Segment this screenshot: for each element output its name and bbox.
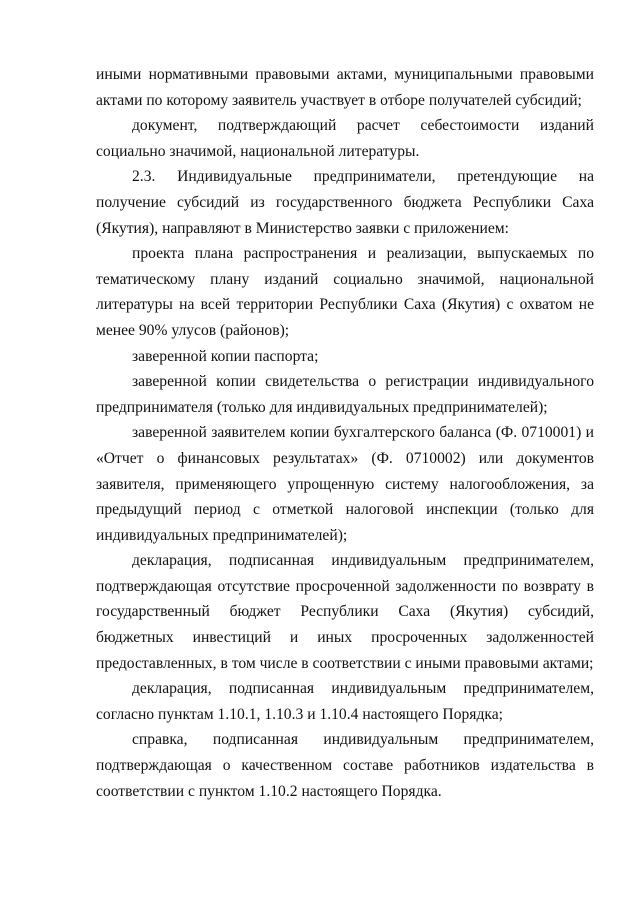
paragraph-section-2-3: 2.3. Индивидуальные предприниматели, претендующие на получение субсидий из государственного бюджета Республики Саха (Якутия), направляют в Министерство заявки с приложением: — [96, 168, 594, 237]
paragraph-balance-sheet: заверенной заявителем копии бухгалтерского баланса (Ф. 0710001) и «Отчет о финансовых результатах» (Ф. 0710002) или документов заявителя, применяющего упрощенную систему налогообложения, за предыдущий период с отметкой налоговой инспекции (только для индивидуальных предпринимателей); — [96, 424, 594, 544]
paragraph-cost-document: документ, подтверждающий расчет себестоимости изданий социально значимой, национальной литературы. — [96, 117, 594, 160]
paragraph-passport-copy: заверенной копии паспорта; — [132, 347, 319, 365]
paragraph-staff-certificate: справка, подписанная индивидуальным предпринимателем, подтверждающая о качественном составе работников издательства в соответствии с пунктом 1.10.2 настоящего Порядка. — [96, 731, 594, 800]
paragraph-compliance-declaration: декларация, подписанная индивидуальным предпринимателем, согласно пунктам 1.10.1, 1.10.3 и 1.10.4 настоящего Порядка; — [96, 680, 594, 723]
paragraph-continuation: иными нормативными правовыми актами, муниципальными правовыми актами по которому заявитель участвует в отборе получателей субсидий; — [96, 66, 594, 109]
document-body — [96, 62, 594, 804]
paragraph-distribution-plan: проекта плана распространения и реализации, выпускаемых по тематическому плану изданий социально значимой, национальной литературы на всей территории Республики Саха (Якутия) с охватом не менее 90% улусов (районов); — [96, 245, 594, 339]
paragraph-registration-certificate: заверенной копии свидетельства о регистрации индивидуального предпринимателя (только для индивидуальных предпринимателей); — [96, 373, 594, 416]
paragraph-debt-declaration: декларация, подписанная индивидуальным предпринимателем, подтверждающая отсутствие просроченной задолженности по возврату в государственный бюджет Республики Саха (Якутия) субсидий, бюджетных инвестиций и иных просроченных задолженностей предоставленных, в том числе в соответствии с иными правовыми актами; — [96, 552, 594, 672]
